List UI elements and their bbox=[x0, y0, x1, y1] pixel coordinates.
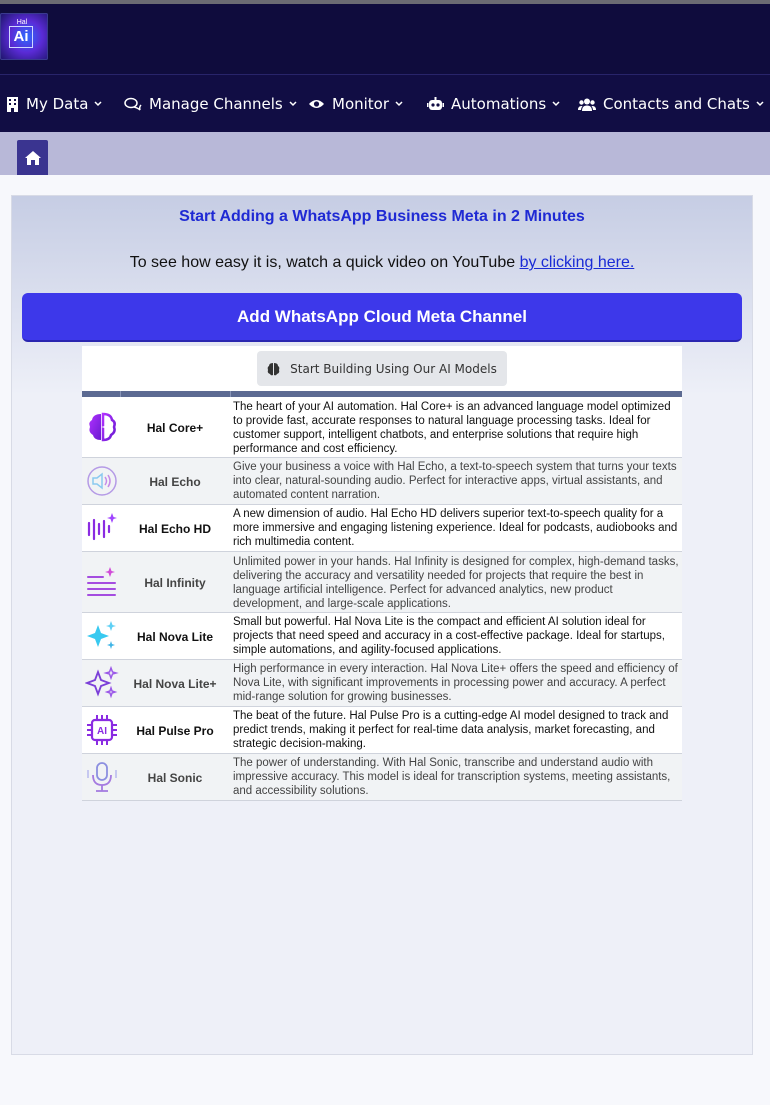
speaker-wave-icon bbox=[85, 464, 119, 498]
chevron-down-icon bbox=[552, 101, 560, 107]
nav-manage-channels[interactable] bbox=[124, 75, 297, 133]
logo-small-text: Hal bbox=[16, 19, 28, 26]
home-icon bbox=[25, 151, 41, 165]
sparkles-icon bbox=[85, 619, 119, 653]
app-logo[interactable] bbox=[0, 13, 48, 60]
nav-contacts-chats[interactable] bbox=[578, 75, 764, 133]
building-icon bbox=[6, 97, 19, 112]
nav-label: Automations bbox=[451, 95, 547, 113]
nav-label: My Data bbox=[26, 95, 89, 113]
lines-spark-icon bbox=[85, 565, 119, 599]
main-nav bbox=[0, 74, 770, 132]
table-row[interactable] bbox=[82, 660, 682, 707]
chevron-down-icon bbox=[289, 101, 297, 107]
table-row[interactable] bbox=[82, 458, 682, 505]
model-name: Hal Infinity bbox=[144, 576, 206, 590]
home-button[interactable] bbox=[17, 140, 48, 175]
model-name: Hal Core+ bbox=[146, 421, 204, 435]
start-building-button[interactable] bbox=[257, 351, 507, 386]
breadcrumb-bar bbox=[0, 132, 770, 175]
model-name: Hal Echo bbox=[149, 475, 201, 489]
model-description: Unlimited power in your hands. Hal Infinity is designed for complex, high-demand tasks, delivering the accuracy and versatility needed for projects that require the best in language artificial intelligence. Perfect for advanced analytics, new product development, and large-scale applications. bbox=[233, 556, 679, 610]
model-name: Hal Sonic bbox=[147, 771, 203, 785]
intro-text-label: To see how easy it is, watch a quick video on YouTube bbox=[129, 254, 520, 271]
model-description: Give your business a voice with Hal Echo, a text-to-speech system that turns your texts into clear, natural-sounding audio. Perfect for interactive apps, virtual assistants, and automated content narration. bbox=[233, 461, 677, 501]
nav-my-data[interactable] bbox=[6, 75, 102, 133]
model-description: The heart of your AI automation. Hal Core+ is an advanced language model optimized to provide fast, accurate responses to natural language processing tasks. Ideal for customer support, intelligent chatbots, and enterprise solutions that require high performance and cost efficiency. bbox=[233, 401, 671, 455]
users-icon bbox=[578, 98, 596, 111]
model-description: The power of understanding. With Hal Sonic, transcribe and understand audio with impressive accuracy. This model is ideal for transcription systems, meeting assistants, and accessibility solutions. bbox=[233, 757, 671, 797]
model-name: Hal Nova Lite bbox=[136, 630, 214, 644]
ai-models-table bbox=[82, 346, 682, 801]
table-row[interactable] bbox=[82, 552, 682, 613]
chevron-down-icon bbox=[395, 101, 403, 107]
nav-label: Contacts and Chats bbox=[603, 95, 750, 113]
brain-spark-icon bbox=[85, 410, 119, 444]
model-name: Hal Nova Lite+ bbox=[133, 677, 217, 691]
table-row[interactable] bbox=[82, 397, 682, 458]
nav-automations[interactable] bbox=[427, 75, 560, 133]
audio-bars-icon bbox=[85, 511, 119, 545]
svg-text:AI: AI bbox=[97, 726, 107, 737]
nav-label: Manage Channels bbox=[149, 95, 283, 113]
nav-label: Monitor bbox=[332, 95, 390, 113]
model-name: Hal Pulse Pro bbox=[136, 724, 214, 738]
youtube-link[interactable]: by clicking here. bbox=[519, 254, 635, 271]
ai-chip-icon bbox=[85, 713, 119, 747]
start-building-label: Start Building Using Our AI Models bbox=[290, 361, 497, 376]
eye-icon bbox=[308, 98, 325, 110]
page-title: Start Adding a WhatsApp Business Meta in 2 Minutes bbox=[179, 208, 585, 225]
microphone-icon bbox=[85, 760, 119, 794]
table-row[interactable] bbox=[82, 754, 682, 801]
model-description: High performance in every interaction. Hal Nova Lite+ offers the speed and efficiency of Nova Lite, with significant improvements in processing power and accuracy. A perfect mid-range solution for growing businesses. bbox=[233, 663, 678, 703]
chat-bubbles-icon bbox=[124, 97, 142, 112]
nav-monitor[interactable] bbox=[308, 75, 403, 133]
table-row[interactable] bbox=[82, 613, 682, 660]
table-row[interactable] bbox=[82, 505, 682, 552]
robot-icon bbox=[427, 97, 444, 111]
model-name: Hal Echo HD bbox=[138, 522, 211, 536]
brain-icon bbox=[267, 362, 280, 376]
chevron-down-icon bbox=[94, 101, 102, 107]
main-panel bbox=[11, 195, 753, 1055]
model-description: Small but powerful. Hal Nova Lite is the compact and efficient AI solution ideal for projects that need speed and accuracy in a cost-effective package. Ideal for startups, simple automations, and agility-focused applications. bbox=[233, 616, 665, 656]
model-description: The beat of the future. Hal Pulse Pro is a cutting-edge AI model designed to track and predict trends, making it perfect for real-time data analysis, market forecasting, and strategic decision-making. bbox=[233, 710, 669, 750]
header-bar bbox=[0, 4, 770, 74]
add-whatsapp-channel-button[interactable]: Add WhatsApp Cloud Meta Channel bbox=[22, 293, 742, 342]
model-description: A new dimension of audio. Hal Echo HD delivers superior text-to-speech quality for a more immersive and engaging listening experience. Ideal for podcasts, audiobooks and rich multimedia content. bbox=[233, 508, 678, 548]
logo-big-text: Ai bbox=[9, 26, 33, 48]
sparkles-outline-icon bbox=[85, 666, 119, 700]
chevron-down-icon bbox=[756, 101, 764, 107]
table-row[interactable] bbox=[82, 707, 682, 754]
intro-text bbox=[12, 254, 752, 272]
